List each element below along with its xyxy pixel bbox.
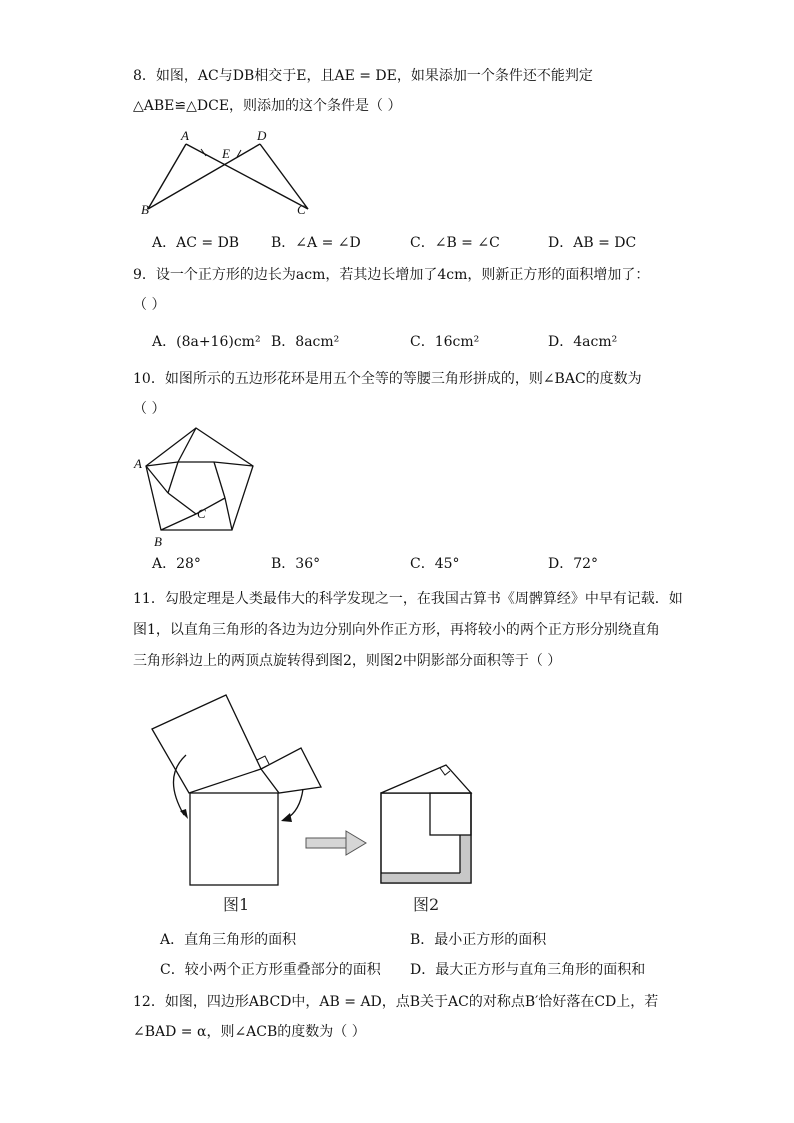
q10-inner-line xyxy=(178,428,196,462)
q10-label-B: B xyxy=(154,534,162,549)
q10-inner-line xyxy=(161,514,196,530)
q11-figure1 xyxy=(152,695,321,885)
q11-fig2-triangle xyxy=(381,765,471,793)
q8-label-E: E xyxy=(222,146,230,161)
q8-label-A: A xyxy=(181,128,189,143)
q11-stem-line3: 三角形斜边上的两顶点旋转得到图2，则图2中阴影部分面积等于（ ） xyxy=(133,653,562,669)
q11-right-angle-mark xyxy=(257,756,269,764)
q10-inner-line xyxy=(214,462,225,498)
q9-stem-line1: 9．设一个正方形的边长为acm，若其边长增加了4cm，则新正方形的面积增加了： xyxy=(133,267,650,283)
q11-option-b: B．最小正方形的面积 xyxy=(410,932,547,948)
q10-label-A: A xyxy=(134,456,142,471)
q11-option-a: A．直角三角形的面积 xyxy=(160,932,297,948)
q10-inner-line xyxy=(168,493,196,514)
q8-option-b: B．∠A = ∠D xyxy=(271,235,361,251)
q12-stem-line2: ∠BAD = α，则∠ACB的度数为（ ） xyxy=(133,1024,366,1040)
q11-fig2-caption: 图2 xyxy=(413,895,440,914)
q10-stem-line2: （ ） xyxy=(133,401,166,417)
q12-stem-line1: 12．如图，四边形ABCD中，AB = AD，点B关于AC的对称点B′恰好落在CD上，若 xyxy=(133,994,659,1010)
q11-figure2 xyxy=(381,765,471,883)
q8-label-C: C xyxy=(297,202,306,217)
q11-stem-line2: 图1，以直角三角形的各边为边分别向外作正方形，再将较小的两个正方形分别绕直角 xyxy=(133,622,660,638)
q8-stem-line1: 8．如图，AC与DB相交于E，且AE = DE，如果添加一个条件还不能判定 xyxy=(133,68,593,84)
q11-medium-square xyxy=(152,695,261,793)
q10-inner-line xyxy=(225,498,232,530)
q8-figure xyxy=(138,128,328,223)
q11-transition-arrow xyxy=(306,831,366,855)
q9-option-a: A．(8a+16)cm² xyxy=(152,334,261,350)
q10-option-b: B．36° xyxy=(271,556,321,572)
q9-option-c: C．16cm² xyxy=(410,334,480,350)
q8-segment-DC xyxy=(260,144,308,209)
q10-option-d: D．72° xyxy=(548,556,599,572)
q8-stem-line2: △ABE≌△DCE，则添加的这个条件是（ ） xyxy=(133,98,402,114)
q11-arrowhead-right xyxy=(281,813,292,822)
q8-option-c: C．∠B = ∠C xyxy=(410,235,500,251)
q9-stem-line2: （ ） xyxy=(133,297,166,313)
q11-figures xyxy=(140,685,500,920)
q11-stem-line1: 11．勾股定理是人类最伟大的科学发现之一，在我国古算书《周髀算经》中早有记载．如 xyxy=(133,591,683,607)
q11-fig2-large-square xyxy=(381,793,471,883)
q8-option-a: A．AC = DB xyxy=(152,235,240,251)
q8-segment-AB xyxy=(148,144,186,209)
q11-option-c: C．较小两个正方形重叠部分的面积 xyxy=(160,962,381,978)
q8-label-B: B xyxy=(141,202,149,217)
q11-fig1-caption: 图1 xyxy=(223,895,250,914)
q11-large-square xyxy=(190,793,278,885)
q10-inner-line xyxy=(168,462,178,493)
q8-label-D: D xyxy=(257,128,267,143)
q10-option-a: A．28° xyxy=(152,556,201,572)
q11-small-square xyxy=(261,748,321,793)
q10-stem-line1: 10．如图所示的五边形花环是用五个全等的等腰三角形拼成的，则∠BAC的度数为 xyxy=(133,371,642,387)
q11-option-d: D．最大正方形与直角三角形的面积和 xyxy=(410,962,646,978)
q10-pentagon-figure xyxy=(130,422,260,550)
q10-option-c: C．45° xyxy=(410,556,460,572)
q8-option-d: D．AB = DC xyxy=(548,235,637,251)
q9-option-d: D．4acm² xyxy=(548,334,618,350)
q9-option-b: B．8acm² xyxy=(271,334,340,350)
q10-label-C: C xyxy=(197,506,206,521)
